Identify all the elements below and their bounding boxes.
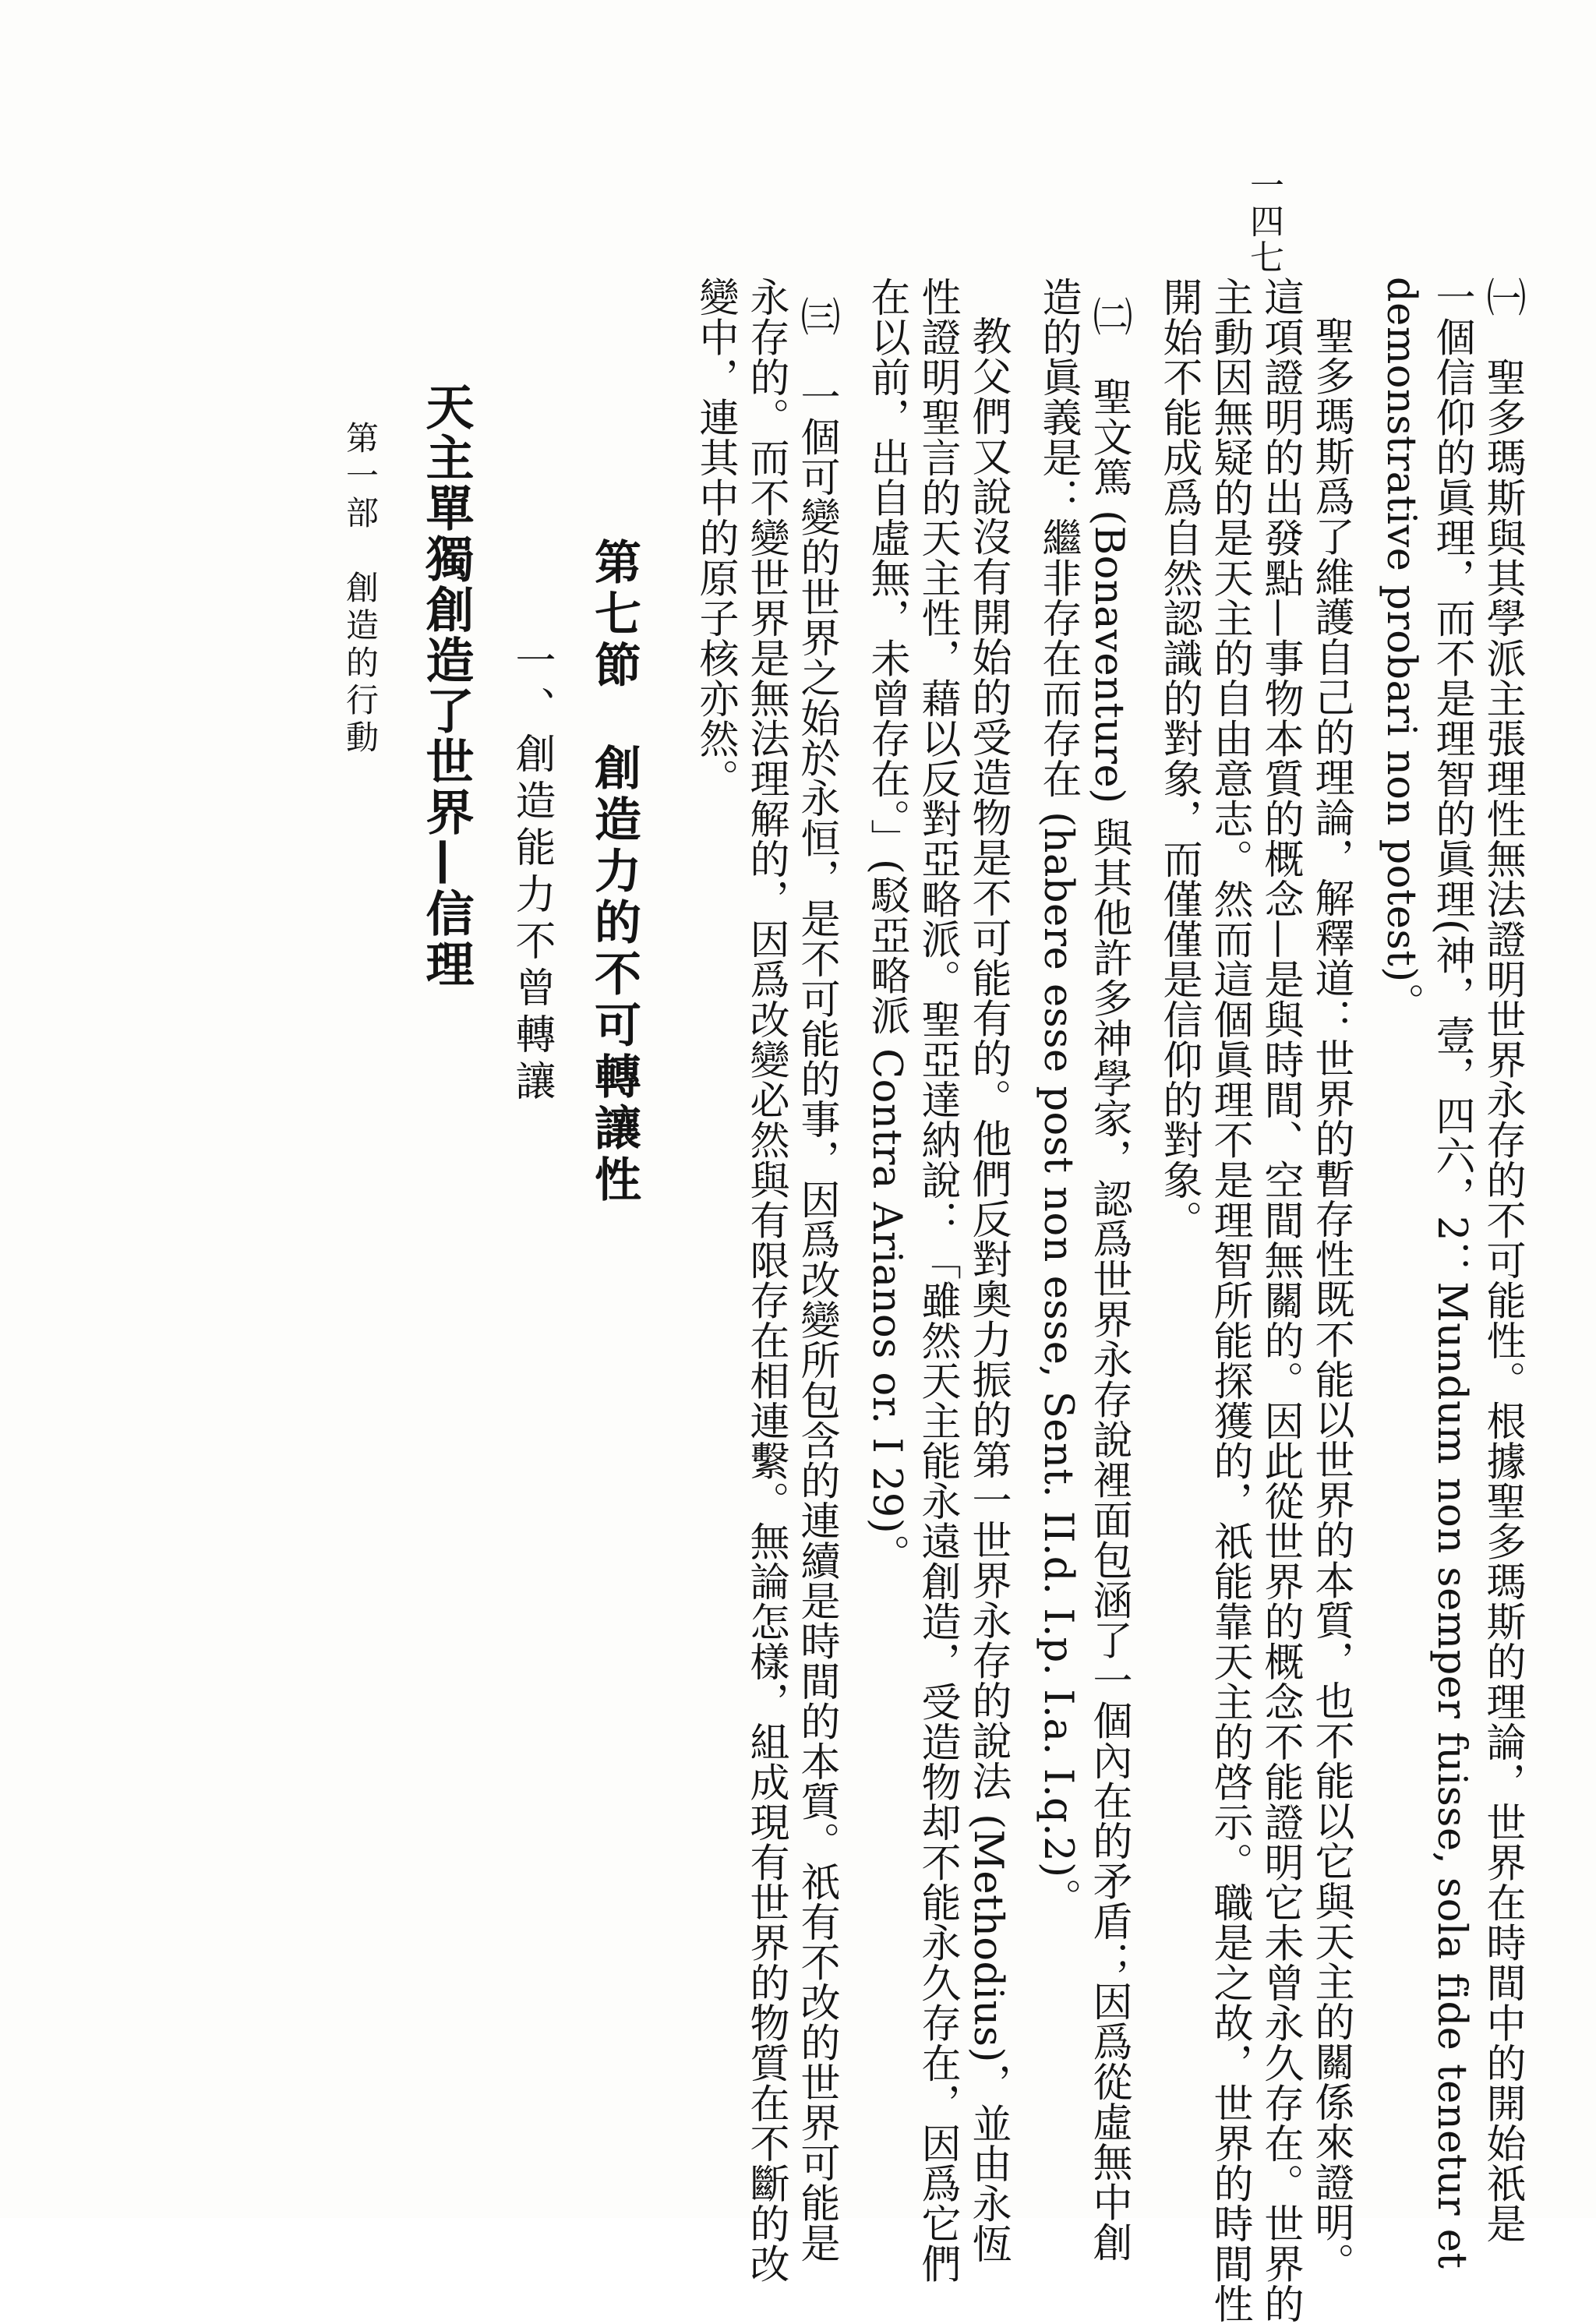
text-column: demonstrative probari non potest)。	[1378, 277, 1424, 1023]
text-column: ㈠ 聖多瑪斯與其學派主張理性無法證明世界永存的不可能性。根據聖多瑪斯的理論，世界在時間中的開始祇是	[1479, 277, 1525, 2244]
text-column: 主動因無疑的是天主的自由意志。然而這個眞理不是理智所能探獲的，祇能靠天主的啓示。職是之故，世界的時間性	[1206, 277, 1252, 2324]
text-column: 聖多瑪斯爲了維護自己的理論，解釋道：世界的暫存性既不能以世界的本質，也不能以它與天主的關係來證明。	[1308, 316, 1354, 2283]
text-column: 永存的。而不變世界是無法理解的，因爲改變必然與有限存在相連繫。無論怎樣，組成現有世界的物質在不斷的改	[743, 277, 789, 2283]
chapter-title: 天主單獨創造了世界—信理	[418, 382, 475, 990]
text-column: 造的眞義是：繼非存在而存在 (habere esse post non esse, Sent. II.d. I.p. I.a. I.q.2)。	[1035, 277, 1081, 1918]
page-number: 一四七	[1244, 168, 1284, 275]
text-column: 開始不能成爲自然認識的對象，而僅僅是信仰的對象。	[1156, 277, 1202, 1240]
section-title: 第七節 創造力的不可轉讓性	[587, 538, 641, 1206]
text-column: ㈢ 一個可變的世界之始於永恒，是不可能的事，因爲改變所包含的連續是時間的本質。祇有不改的世界可能是	[793, 296, 839, 2263]
text-column: 教父們又說沒有開始的受造物是不可能有的。他們反對奧力振的第一世界永存的說法 (Methodius)，並由永恆	[965, 316, 1011, 2264]
subsection-title: 一、創造能力不曾轉讓	[508, 639, 555, 1107]
text-column: 變中，連其中的原子核亦然。	[692, 277, 738, 799]
text-column: 在以前，出自虛無，未曾存在。」(駁亞略派 Contra Arianos or. I 29)。	[863, 277, 909, 1574]
text-column: ㈡ 聖文篤 (Bonaventure) 與其他許多神學家，認爲世界永存說裡面包涵了一個內在的矛盾；因爲從虛無中創	[1086, 296, 1132, 2262]
text-column: 性證明聖言的天主性，藉以反對亞略派。聖亞達納說：「雖然天主能永遠創造，受造物却不能永久存在，因爲它們	[914, 277, 960, 2283]
text-column: 一個信仰的眞理，而不是理智的眞理(神，壹，四六，2：Mundum non semper fuisse, sola fide tenetur et	[1428, 277, 1474, 2269]
running-head: 第一部 創造的行動	[341, 421, 380, 758]
text-column: 這項證明的出發點—事物本質的概念—是與時間、空間無關的。因此從世界的概念不能證明它未曾永久存在。世界的	[1257, 277, 1303, 2324]
